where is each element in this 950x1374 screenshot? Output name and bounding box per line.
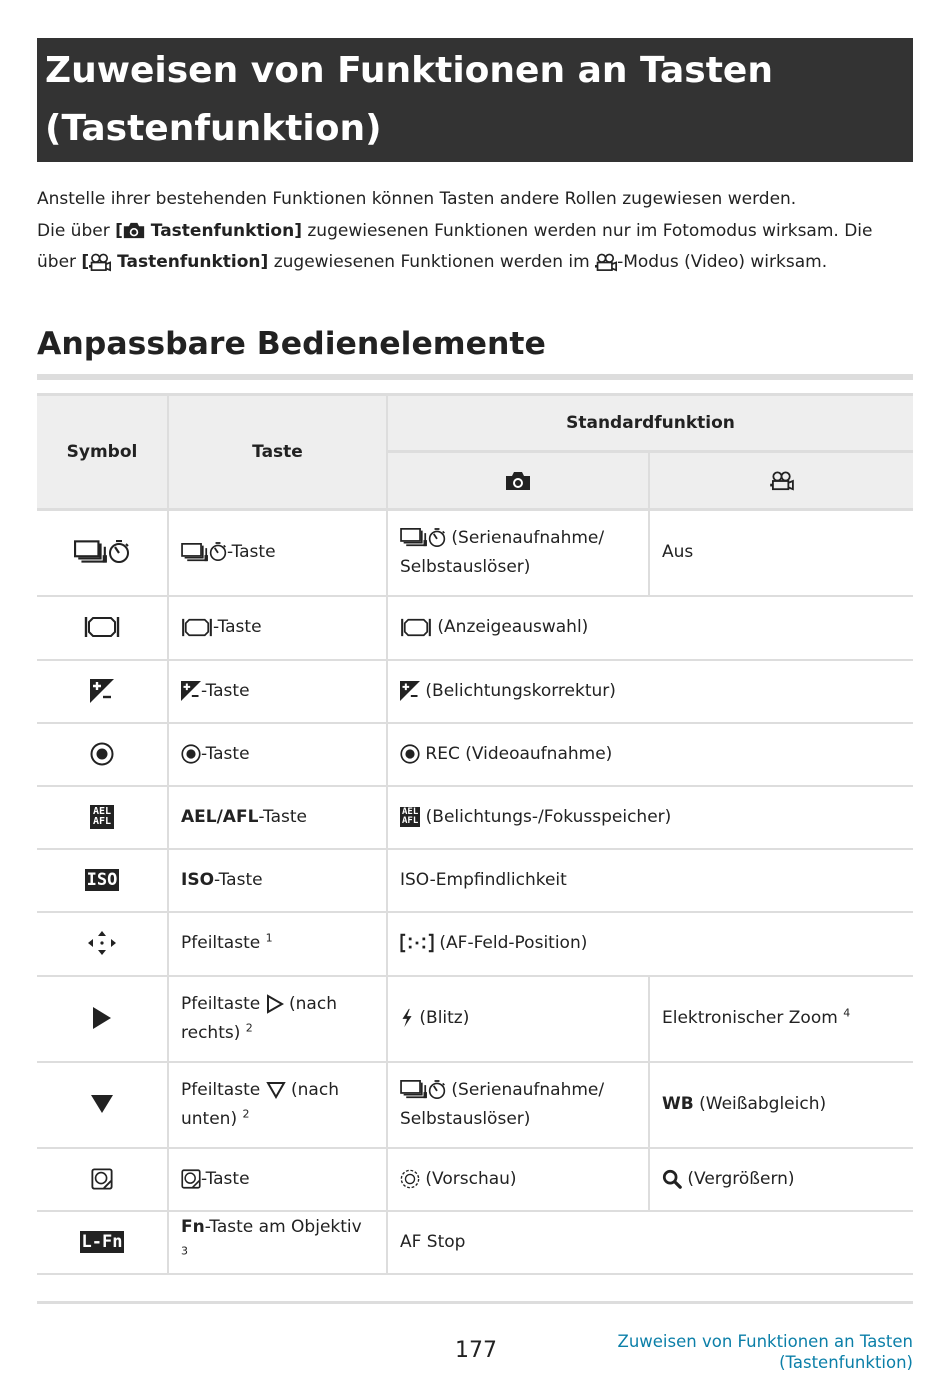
symbol-cell	[37, 786, 168, 849]
taste-cell	[168, 786, 387, 849]
symbol-cell	[37, 849, 168, 912]
intro-line3-mid: zugewiesenen Funktionen werden im	[268, 252, 596, 272]
drive-icon	[400, 528, 428, 547]
table-row	[37, 912, 913, 976]
controls-table	[37, 393, 913, 1275]
photo-function-label: (Vorschau)	[420, 1168, 517, 1189]
taste-cell	[168, 510, 387, 596]
section-heading: Anpassbare Bedienelemente	[37, 326, 546, 362]
footnote-ref: 4	[843, 1006, 851, 1020]
intro-line3-bold: Tastenfunktion]	[111, 252, 269, 272]
photo-function-cell	[387, 1062, 649, 1148]
taste-label: -Taste	[227, 542, 276, 563]
symbol-cell	[37, 660, 168, 723]
intro-line2-post: zugewiesenen Funktionen werden nur im Fotomodus wirksam. Die	[301, 220, 873, 241]
magnify-icon	[662, 1169, 682, 1189]
video-function-bold: WB	[662, 1094, 694, 1114]
taste-label: -Taste	[201, 743, 250, 764]
function-cell	[387, 723, 913, 786]
intro-text	[37, 184, 917, 279]
header-standardfunktion: Standardfunktion	[387, 395, 913, 452]
ael-afl-icon	[90, 805, 114, 829]
footnote-ref: 1	[265, 931, 273, 945]
function-cell	[387, 660, 913, 723]
intro-line3-bracket: [	[81, 252, 90, 272]
intro-line2-bold: Tastenfunktion]	[144, 220, 302, 241]
intro-line2-bracket: [	[115, 220, 123, 241]
display-select-icon	[400, 618, 432, 637]
taste-label: -Taste	[258, 806, 307, 827]
table-row	[37, 660, 913, 723]
symbol-cell	[37, 723, 168, 786]
taste-label: Pfeiltaste	[181, 1079, 266, 1100]
symbol-cell	[37, 912, 168, 976]
display-select-icon	[84, 616, 120, 638]
flash-icon	[400, 1008, 414, 1028]
table-row	[37, 723, 913, 786]
video-icon	[595, 253, 617, 272]
page-title-bar	[37, 38, 913, 162]
taste-label: -Taste	[201, 680, 250, 701]
taste-label-bold: Fn	[181, 1217, 205, 1237]
exposure-compensation-icon	[181, 681, 201, 701]
record-icon	[181, 744, 201, 764]
intro-line3	[37, 247, 917, 279]
function-label: (Anzeigeauswahl)	[432, 617, 589, 637]
preview-button-icon	[91, 1168, 113, 1190]
ael-icon-text: AEL	[92, 805, 112, 817]
photo-function-cell	[387, 510, 649, 596]
taste-cell	[168, 596, 387, 660]
record-icon	[400, 744, 420, 764]
symbol-cell	[37, 1211, 168, 1274]
ael-icon-text: AEL	[402, 806, 419, 817]
symbol-cell	[37, 1062, 168, 1148]
taste-cell	[168, 849, 387, 912]
taste-label-bold: ISO	[181, 869, 215, 890]
symbol-cell	[37, 510, 168, 596]
afl-icon-text: AFL	[92, 815, 112, 827]
table-row	[37, 596, 913, 660]
taste-label: -Taste	[213, 617, 262, 637]
taste-label-after: (nach unten)	[181, 1079, 339, 1129]
intro-line3-pre: über	[37, 252, 82, 272]
arrow-down-icon	[90, 1094, 114, 1114]
video-icon	[89, 253, 111, 272]
symbol-cell	[37, 1148, 168, 1211]
video-function-cell	[649, 1148, 913, 1211]
function-label: REC (Videoaufnahme)	[420, 743, 613, 764]
taste-cell	[168, 912, 387, 976]
function-label: (Belichtungs-/Fokusspeicher)	[420, 806, 672, 827]
header-symbol: Symbol	[37, 395, 168, 510]
intro-line3-post: -Modus (Video) wirksam.	[617, 252, 828, 272]
arrow-right-outline-icon	[266, 994, 284, 1014]
afl-icon-text: AFL	[402, 815, 419, 826]
video-function-cell	[649, 976, 913, 1062]
table-row	[37, 1148, 913, 1211]
taste-cell	[168, 1211, 387, 1274]
display-select-icon	[181, 618, 213, 637]
drive-icon	[400, 1080, 428, 1099]
arrow-down-outline-icon	[266, 1081, 286, 1099]
camera-icon	[123, 222, 145, 239]
page-title-line1: Zuweisen von Funktionen an Tasten	[45, 50, 773, 91]
footnote-ref: 3	[181, 1244, 188, 1258]
function-cell: ISO-Empfindlichkeit	[387, 849, 913, 912]
taste-cell	[168, 1148, 387, 1211]
symbol-cell	[37, 976, 168, 1062]
function-label: (AF-Feld-Position)	[434, 933, 588, 953]
drive-icon	[74, 540, 108, 564]
taste-label: Pfeiltaste	[181, 993, 266, 1014]
self-timer-icon	[428, 1080, 446, 1100]
taste-cell	[168, 723, 387, 786]
function-cell	[387, 912, 913, 976]
footnote-ref: 2	[242, 1106, 250, 1120]
video-function-label: (Vergrößern)	[682, 1168, 795, 1189]
taste-label: -Taste	[214, 869, 263, 890]
photo-function-cell	[387, 976, 649, 1062]
iso-icon: ISO	[86, 869, 118, 890]
taste-cell	[168, 660, 387, 723]
video-icon	[770, 471, 794, 491]
table-row	[37, 510, 913, 596]
table-row	[37, 786, 913, 849]
photo-function-label: (Serienaufnahme/ Selbstauslöser)	[400, 527, 605, 577]
footer-link-line2[interactable]: (Tastenfunktion)	[779, 1353, 913, 1372]
camera-icon	[505, 471, 531, 491]
video-function-label: (Weißabgleich)	[693, 1094, 827, 1114]
footnote-ref: 2	[245, 1020, 253, 1034]
drive-icon	[181, 543, 209, 562]
page-title-line2: (Tastenfunktion)	[45, 108, 382, 149]
taste-cell	[168, 976, 387, 1062]
table-row	[37, 1062, 913, 1148]
footer-link-line1[interactable]: Zuweisen von Funktionen an Tasten	[617, 1332, 913, 1351]
symbol-cell	[37, 596, 168, 660]
self-timer-icon	[108, 540, 130, 564]
page-number: 177	[455, 1338, 497, 1363]
ael-afl-icon	[400, 807, 420, 827]
photo-function-label: (Serienaufnahme/ Selbstauslöser)	[400, 1079, 605, 1129]
arrow-right-icon	[92, 1006, 112, 1030]
function-cell	[387, 596, 913, 660]
header-video-mode	[649, 452, 913, 510]
l-fn-icon: L-Fn	[81, 1231, 123, 1252]
arrow-pad-icon	[87, 930, 117, 956]
preview-icon	[400, 1169, 420, 1189]
taste-label: -Taste	[201, 1168, 250, 1189]
self-timer-icon	[428, 528, 446, 548]
self-timer-icon	[209, 542, 227, 562]
video-function-cell	[649, 1062, 913, 1148]
table-row	[37, 1211, 913, 1274]
video-function-cell: Aus	[649, 510, 913, 596]
section-divider	[37, 374, 913, 380]
footer-chapter-link[interactable]	[618, 1331, 913, 1373]
intro-line2-pre: Die über	[37, 220, 116, 241]
exposure-compensation-icon	[400, 681, 420, 701]
header-photo-mode	[387, 452, 649, 510]
video-function-label: Elektronischer Zoom	[662, 1008, 838, 1028]
taste-cell	[168, 1062, 387, 1148]
table-row	[37, 849, 913, 912]
footer-divider	[37, 1301, 913, 1304]
photo-function-cell	[387, 1148, 649, 1211]
photo-function-label: (Blitz)	[414, 1008, 470, 1028]
taste-label: -Taste am Objektiv	[204, 1217, 362, 1237]
preview-button-icon	[181, 1169, 201, 1189]
function-cell	[387, 786, 913, 849]
intro-line2	[37, 216, 917, 248]
taste-label: Pfeiltaste	[181, 933, 261, 953]
taste-label-bold: AEL/AFL	[181, 806, 259, 827]
af-area-icon	[400, 933, 434, 953]
table-row	[37, 976, 913, 1062]
function-label: (Belichtungskorrektur)	[420, 680, 616, 701]
intro-line1: Anstelle ihrer bestehenden Funktionen können Tasten andere Rollen zugewiesen werden.	[37, 189, 797, 209]
taste-label-after: (nach rechts)	[181, 993, 337, 1043]
function-cell: AF Stop	[387, 1211, 913, 1274]
record-icon	[90, 742, 114, 766]
exposure-compensation-icon	[90, 679, 114, 703]
header-taste: Taste	[168, 395, 387, 510]
